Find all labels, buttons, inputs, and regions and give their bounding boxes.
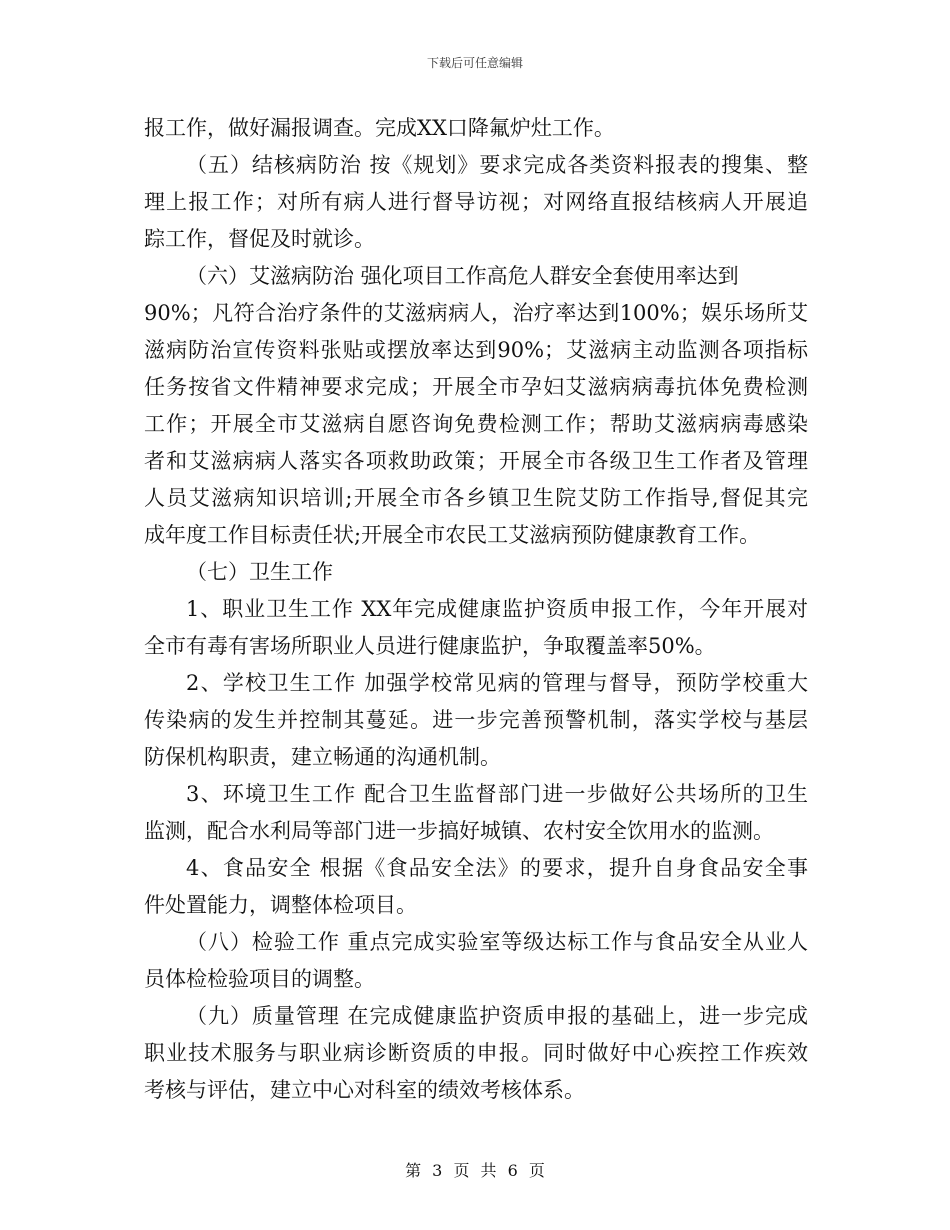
text-line: （八）检验工作 重点完成实验室等级达标工作与食品安全从业人	[186, 930, 808, 954]
text-line: 人员艾滋病知识培训;开展全市各乡镇卫生院艾防工作指导,督促其完	[144, 486, 808, 510]
text-line: 踪工作，督促及时就诊。	[144, 227, 375, 251]
text-line: 工作；开展全市艾滋病自愿咨询免费检测工作；帮助艾滋病病毒感染	[144, 412, 808, 436]
text-line: 考核与评估，建立中心对科室的绩效考核体系。	[144, 1078, 585, 1102]
text-line: （六）艾滋病防治 强化项目工作高危人群安全套使用率达到	[186, 264, 739, 288]
text-line: 报工作，做好漏报调查。完成XX口降氟炉灶工作。	[144, 116, 615, 140]
text-line: 90%；凡符合治疗条件的艾滋病病人，治疗率达到100%；娱乐场所艾	[144, 301, 808, 325]
text-line: 3、环境卫生工作 配合卫生监督部门进一步做好公共场所的卫生	[186, 782, 808, 806]
page-header: 下载后可任意编辑	[426, 56, 523, 70]
document-body	[144, 110, 808, 1109]
text-line: （九）质量管理 在完成健康监护资质申报的基础上，进一步完成	[186, 1004, 808, 1028]
text-line: 4、食品安全 根据《食品安全法》的要求，提升自身食品安全事	[186, 856, 808, 880]
text-line: 理上报工作；对所有病人进行督导访视；对网络直报结核病人开展追	[144, 190, 808, 214]
text-line: 全市有毒有害场所职业人员进行健康监护，争取覆盖率50%。	[144, 634, 716, 658]
text-line: 者和艾滋病病人落实各项救助政策；开展全市各级卫生工作者及管理	[144, 449, 808, 473]
text-line: 传染病的发生并控制其蔓延。进一步完善预警机制，落实学校与基层	[144, 708, 808, 732]
text-line: 员体检检验项目的调整。	[144, 967, 375, 991]
text-line: 2、学校卫生工作 加强学校常见病的管理与督导，预防学校重大	[186, 671, 808, 695]
text-line: 件处置能力，调整体检项目。	[144, 893, 417, 917]
page-number: 第 3 页 共 6 页	[405, 1161, 545, 1180]
text-line: 职业技术服务与职业病诊断资质的申报。同时做好中心疾控工作疾效	[144, 1041, 808, 1065]
text-line: （五）结核病防治 按《规划》要求完成各类资料报表的搜集、整	[186, 153, 808, 177]
text-line: 任务按省文件精神要求完成；开展全市孕妇艾滋病病毒抗体免费检测	[144, 375, 808, 399]
text-line: 1、职业卫生工作 XX年完成健康监护资质申报工作，今年开展对	[186, 597, 808, 621]
text-line: 防保机构职责，建立畅通的沟通机制。	[144, 745, 501, 769]
text-line: 滋病防治宣传资料张贴或摆放率达到90%；艾滋病主动监测各项指标	[144, 338, 808, 362]
text-line: 成年度工作目标责任状;开展全市农民工艾滋病预防健康教育工作。	[144, 523, 761, 547]
text-line: （七）卫生工作	[186, 560, 333, 584]
text-line: 监测，配合水利局等部门进一步搞好城镇、农村安全饮用水的监测。	[144, 819, 774, 843]
